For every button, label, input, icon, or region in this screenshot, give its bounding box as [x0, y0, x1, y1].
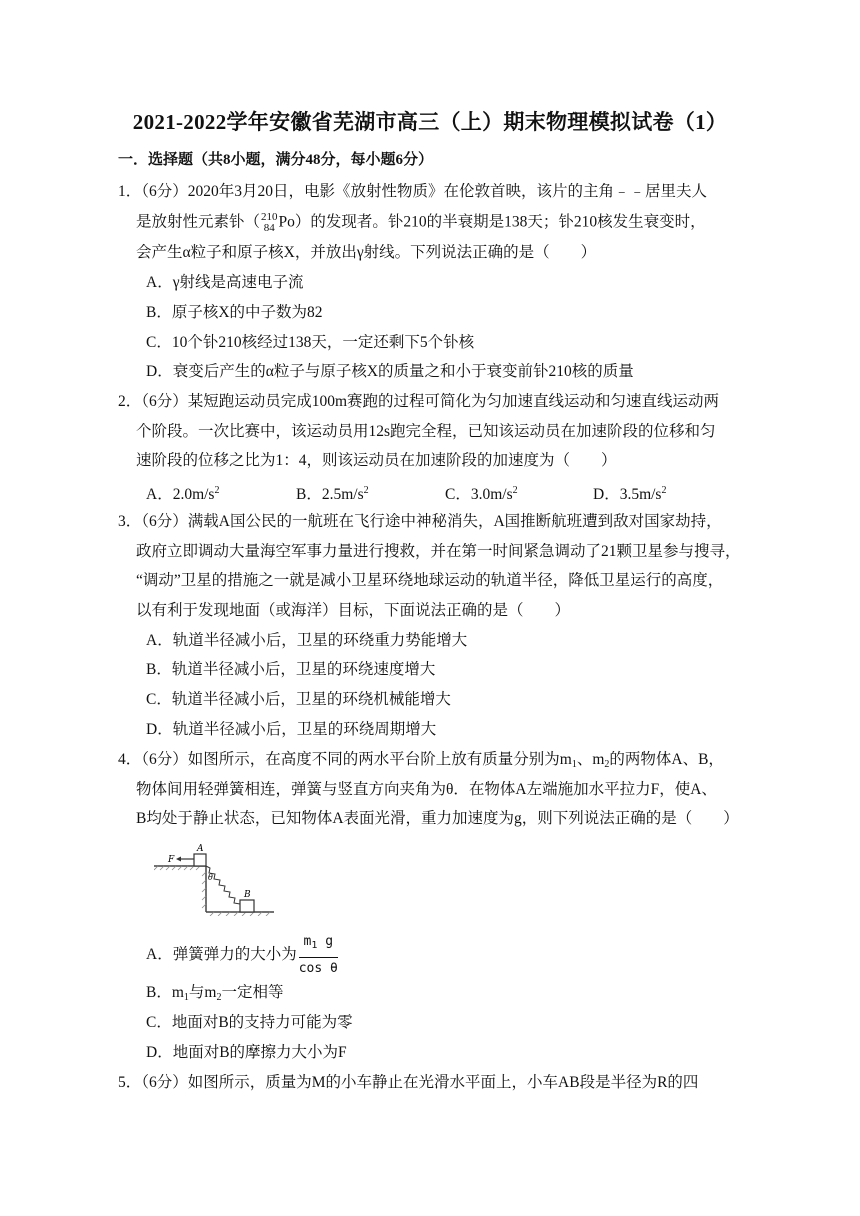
q2-option-d: D．$3.5m/s^2$ — [593, 485, 667, 504]
q3-option-c: C．轨道半径减小后，卫星的环绕机械能增大 — [146, 691, 451, 708]
q3-line-3: “调动”卫星的措施之一就是减小卫星环绕地球运动的轨道半径，降低卫星运行的高度， — [136, 572, 724, 589]
label-theta: θ — [208, 873, 213, 882]
q3-option-d: D．轨道半径减小后，卫星的环绕周期增大 — [146, 721, 437, 738]
q4-line-1: 4．（6分）如图所示，在高度不同的两水平台阶上放有质量分别为$m_1$、$m_2$的两物体A、B， — [118, 751, 724, 770]
q1-option-d: D．衰变后产生的α粒子与原子核X的质量之和小于衰变前钋210核的质量 — [146, 363, 634, 380]
q1-line-3: 会产生α粒子和原子核X，并放出γ射线。下列说法正确的是（ ） — [136, 244, 597, 261]
q4-line-3: B均处于静止状态，已知物体A表面光滑，重力加速度为g，则下列说法正确的是（ ） — [136, 810, 739, 827]
section-heading: 一．选择题（共8小题，满分48分，每小题6分） — [118, 152, 434, 168]
q3-line-2: 政府立即调动大量海空军事力量进行搜救，并在第一时间紧急调动了21颗卫星参与搜寻， — [136, 543, 741, 560]
block-b — [240, 900, 254, 912]
q1-line-1: 1．（6分）2020年3月20日，电影《放射性物质》在伦敦首映，该片的主角﹣﹣居里夫人 — [118, 183, 708, 200]
page-title: 2021-2022学年安徽省芜湖市高三（上）期末物理模拟试卷（1） — [132, 110, 728, 134]
q4-option-d: D．地面对B的摩擦力大小为F — [146, 1044, 347, 1061]
q2-option-a: A．$2.0m/s^2$ — [146, 485, 220, 504]
spring — [206, 866, 240, 904]
spring-force-fraction: $\frac{m_1 g}{\text{cos θ}}$ — [298, 934, 338, 976]
q1-option-c: C．10个钋210核经过138天，一定还剩下5个钋核 — [146, 334, 475, 351]
q4-line-2: 物体间用轻弹簧相连，弹簧与竖直方向夹角为θ．在物体A左端施加水平拉力F，使A、 — [136, 781, 717, 798]
q2-line-1: 2．（6分）某短跑运动员完成100m赛跑的过程可简化为匀加速直线运动和匀速直线运动两 — [118, 393, 720, 410]
q2-options — [146, 481, 746, 503]
label-f: F — [168, 855, 175, 865]
block-a — [194, 854, 206, 866]
q2-line-3: 速阶段的位移之比为1：4，则该运动员在加速阶段的加速度为（ ） — [136, 452, 617, 469]
q3-line-1: 3．（6分）满载A国公民的一航班在飞行途中神秘消失，A国推断航班遭到敌对国家劫持， — [118, 513, 722, 530]
q4-option-b: B．$m_1$与$m_2$一定相等 — [146, 984, 284, 1003]
force-arrow-head — [176, 857, 181, 862]
q1-line-2: 是放射性元素钋（ 210 84 Po）的发现者。钋210的半衰期是138天；钋210核发生衰变时， — [136, 211, 706, 234]
q2-option-b: B．$2.5m/s^2$ — [296, 485, 369, 504]
nuclide-notation: 210 84 — [261, 211, 278, 234]
q3-line-4: 以有利于发现地面（或海洋）目标，下面说法正确的是（ ） — [136, 602, 571, 619]
q1-option-b: B．原子核X的中子数为82 — [146, 304, 323, 321]
q4-option-a: A．弹簧弹力的大小为 $\frac{m_1 g}{\text{cos θ}}$ — [146, 932, 338, 979]
label-a: A — [197, 844, 204, 854]
q3-option-a: A．轨道半径减小后，卫星的环绕重力势能增大 — [146, 632, 468, 649]
q4-option-c: C．地面对B的支持力可能为零 — [146, 1014, 353, 1031]
q3-option-b: B．轨道半径减小后，卫星的环绕速度增大 — [146, 661, 436, 678]
q2-option-c: C．$3.0m/s^2$ — [445, 485, 518, 504]
q5-line-1: 5．（6分）如图所示，质量为M的小车静止在光滑水平面上，小车AB段是半径为R的四 — [118, 1074, 699, 1091]
spring-steps-figure — [154, 842, 274, 916]
label-b: B — [244, 890, 251, 900]
q2-line-2: 个阶段。一次比赛中，该运动员用12s跑完全程，已知该运动员在加速阶段的位移和匀 — [136, 423, 716, 440]
q1-option-a: A．γ射线是高速电子流 — [146, 274, 304, 291]
